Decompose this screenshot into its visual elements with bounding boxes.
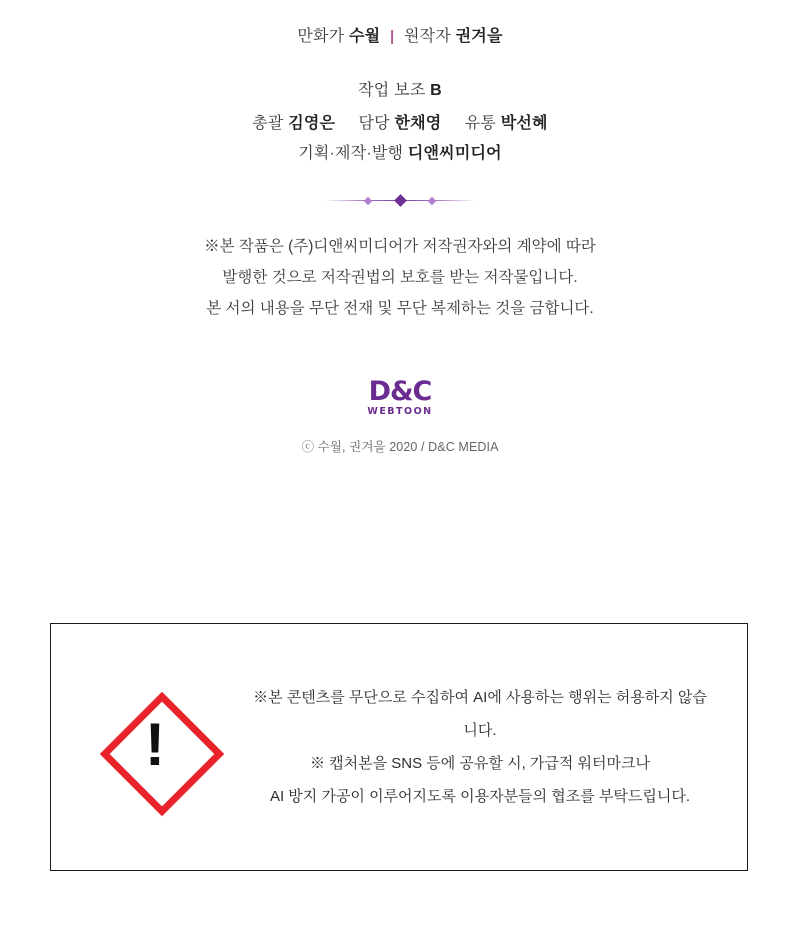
editor-name: 한채영 xyxy=(394,115,442,132)
copyright-line: ⓒ 수월, 권겨을 2020 / D&C MEDIA xyxy=(301,440,499,454)
distribution-label: 유통 xyxy=(464,115,497,132)
manhwa-artist-label: 만화가 xyxy=(297,28,345,45)
credit-staff-line xyxy=(0,109,800,139)
dnc-webtoon-logo xyxy=(367,378,432,417)
distribution-name: 박선혜 xyxy=(500,115,548,132)
credits-block xyxy=(0,0,800,169)
publisher-logo-wrap xyxy=(0,378,800,419)
logo-sub-text: WEBTOON xyxy=(367,406,433,417)
exclamation-hazard-icon xyxy=(103,695,207,799)
credit-title-line xyxy=(0,22,800,52)
divider-diamond-center-icon xyxy=(394,194,407,207)
warning-line-1: ※본 콘텐츠를 무단으로 수집하여 AI에 사용하는 행위는 허용하지 않습니다. xyxy=(253,689,707,739)
manhwa-artist-name: 수월 xyxy=(349,28,381,45)
assistant-name: B xyxy=(430,82,442,99)
editor-label: 담당 xyxy=(358,115,390,132)
warning-inner xyxy=(51,624,747,870)
divider-diamond-left-icon xyxy=(364,196,372,204)
credit-assistant-line xyxy=(0,76,800,106)
notice-line-2: 발행한 것으로 저작권법의 보호를 받는 저작물입니다. xyxy=(222,269,578,286)
warning-line-2: ※ 캡처본을 SNS 등에 공유할 시, 가급적 워터마크나 xyxy=(309,755,650,772)
copyright-notice xyxy=(0,231,800,324)
supervisor-label: 총괄 xyxy=(252,115,284,132)
publisher-name: 디앤씨미디어 xyxy=(407,145,502,162)
notice-line-1: ※본 작품은 (주)디앤씨미디어가 저작권자와의 계약에 따라 xyxy=(204,238,596,255)
credit-publisher-line xyxy=(0,139,800,169)
original-author-label: 원작자 xyxy=(404,28,451,45)
warning-line-3: AI 방지 가공이 이루어지도록 이용자분들의 협조를 부탁드립니다. xyxy=(269,788,691,805)
hazard-exclamation-mark: ! xyxy=(145,711,165,778)
ornament-divider xyxy=(325,191,475,211)
credit-separator: | xyxy=(389,28,395,45)
warning-text-block xyxy=(247,681,747,813)
logo-main-text: D&C xyxy=(368,376,432,407)
notice-line-3: 본 서의 내용을 무단 전재 및 무단 복제하는 것을 금합니다. xyxy=(206,300,594,317)
publisher-label: 기획·제작·발행 xyxy=(298,145,404,162)
original-author-name: 권겨을 xyxy=(455,28,503,45)
assistant-label: 작업 보조 xyxy=(358,82,426,99)
supervisor-name: 김영은 xyxy=(288,115,336,132)
ai-usage-warning-box xyxy=(50,623,748,871)
divider-diamond-right-icon xyxy=(428,196,436,204)
